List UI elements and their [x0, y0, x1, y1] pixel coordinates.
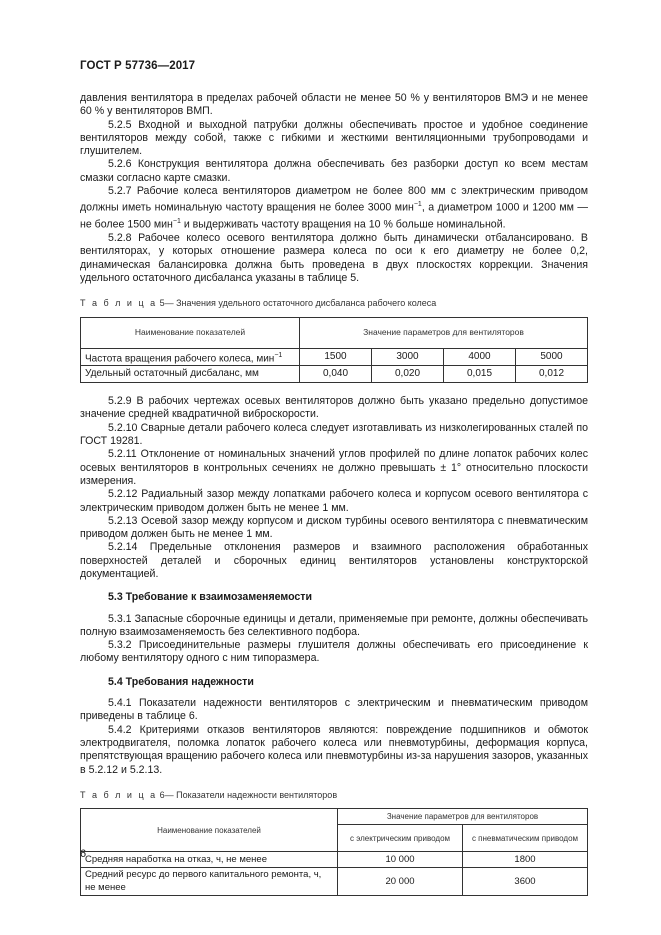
caption-prefix: Т а б л и ц а	[80, 789, 158, 800]
table-cell-label	[81, 348, 300, 366]
table-header-values: Значение параметров для вентиляторов	[300, 317, 588, 348]
table-cell: 10 000	[338, 852, 463, 868]
paragraph: 5.2.13 Осевой зазор между корпусом и диском турбины осевого вентилятора с пневматическим приводом должен быть не менее 1 мм.	[80, 514, 588, 541]
table-cell: 5000	[516, 348, 588, 366]
table-cell: 0,012	[516, 366, 588, 383]
table-header-name: Наименование показателей	[81, 317, 300, 348]
text-run: 5.2.7 Рабочие колеса вентиляторов диаметром не более 800 мм с электрическим приводом должны иметь номинальную частоту вращения не более 3000 мин	[80, 185, 588, 214]
table-5-caption	[80, 297, 588, 310]
page-number: 6	[80, 848, 87, 860]
table-cell: 1500	[300, 348, 372, 366]
paragraph: 5.2.11 Отклонение от номинальных значений углов профилей по длине лопаток рабочих колес осевых вентиляторов в контрольных сечениях не должно превышать ± 1° относительно плоскости измерения.	[80, 448, 588, 487]
paragraph-5-2-7	[80, 185, 588, 232]
table-header-values: Значение параметров для вентиляторов	[338, 809, 588, 825]
superscript: −1	[172, 218, 181, 226]
paragraph: давления вентилятора в пределах рабочей области не менее 50 % у вентиляторов ВМЭ и не менее 60 % у вентиляторов ВМП.	[80, 92, 588, 118]
table-header-name: Наименование показателей	[81, 809, 338, 852]
table-subheader-pneumatic: с пневматическим приводом	[463, 825, 588, 852]
paragraph: 5.4.2 Критериями отказов вентиляторов являются: повреждение подшипников и обмоток электродвигателя, поломка лопаток рабочего колеса или пневмотурбины, деформация корпуса, препятствующая вращению рабочего колеса или пневмотурбины из-за нарушения зазоров, указанных в 5.2.12 и 5.2.13.	[80, 723, 588, 776]
section-heading-5-3: 5.3 Требование к взаимозаменяемости	[108, 591, 313, 604]
superscript: −1	[274, 351, 283, 359]
text-run: и выдерживать частоту вращения на 10 % больше номинальной.	[180, 218, 506, 231]
caption-prefix: Т а б л и ц а	[80, 298, 158, 309]
paragraph: 5.3.1 Запасные сборочные единицы и детали, применяемые при ремонте, должны обеспечивать полную взаимозаменяемость без селективного подбора.	[80, 612, 588, 638]
table-cell: 0,020	[372, 366, 444, 383]
table-cell: 0,015	[444, 366, 516, 383]
table-cell: 0,040	[300, 366, 372, 383]
paragraph: 5.2.12 Радиальный зазор между лопатками рабочего колеса и корпусом осевого вентилятора с электрическим приводом должен быть не менее 1 мм.	[80, 488, 588, 514]
table-subheader-electric: с электрическим приводом	[338, 825, 463, 852]
paragraph: 5.2.10 Сварные детали рабочего колеса следует изготавливать из низколегированных сталей по ГОСТ 19281.	[80, 421, 588, 448]
paragraph: 5.2.14 Предельные отклонения размеров и взаимного расположения обработанных поверхностей деталей и сборочных единиц вентиляторов установлены конструкторской документацией.	[80, 541, 588, 580]
table-cell-label: Удельный остаточный дисбаланс, мм	[81, 366, 300, 383]
table-6	[80, 808, 588, 896]
superscript: −1	[413, 201, 422, 209]
text-run: , а диаметром 1000 и 1200 мм — не более 1500 мин	[80, 201, 588, 231]
section-heading-5-4: 5.4 Требования надежности	[108, 675, 254, 688]
table-cell: 1800	[463, 852, 588, 868]
paragraph: 5.2.9 В рабочих чертежах осевых вентиляторов должно быть указано предельно допустимое значение средней квадратичной виброскорости.	[80, 395, 588, 421]
paragraph: 5.2.8 Рабочее колесо осевого вентилятора должно быть динамически отбалансировано. В вентиляторах, у которых отношение размера колеса по оси к его диаметру не более 0,2, динамическая балансировка должна быть проведена в двух плоскостях коррекции. Значения удельного остаточного дисбаланса указаны в таблице 5.	[80, 232, 588, 284]
paragraph: 5.2.5 Входной и выходной патрубки должны обеспечивать простое и удобное соединение вентиляторов между собой, также с гибкими и жесткими вентиляционными трубопроводами и глушителем.	[80, 118, 588, 158]
table-6-caption	[80, 789, 588, 802]
paragraph: 5.4.1 Показатели надежности вентиляторов с электрическим и пневматическим приводом приведены в таблице 6.	[80, 697, 588, 723]
table-row	[81, 348, 588, 366]
table-5	[80, 317, 588, 384]
document-header: ГОСТ Р 57736—2017	[80, 60, 196, 72]
paragraph: 5.3.2 Присоединительные размеры глушителя должны обеспечивать его присоединение к любому вентилятору одного с ним типоразмера.	[80, 639, 588, 665]
paragraph: 5.2.6 Конструкция вентилятора должна обеспечивать без разборки доступ ко всем местам смазки согласно карте смазки.	[80, 158, 588, 184]
page-body	[80, 92, 588, 896]
table-cell: 3000	[372, 348, 444, 366]
row-label: Частота вращения рабочего колеса, мин	[85, 352, 275, 364]
table-cell: 20 000	[338, 868, 463, 896]
table-cell-label: Средний ресурс до первого капитального ремонта, ч, не менее	[81, 868, 338, 896]
table-cell: 3600	[463, 868, 588, 896]
table-cell-label: Средняя наработка на отказ, ч, не менее	[81, 852, 338, 868]
table-row	[81, 852, 588, 868]
table-row	[81, 868, 588, 896]
table-row	[81, 366, 588, 383]
caption-text: 6— Показатели надежности вентиляторов	[157, 789, 338, 800]
caption-text: 5— Значения удельного остаточного дисбаланса рабочего колеса	[157, 298, 437, 309]
table-cell: 4000	[444, 348, 516, 366]
